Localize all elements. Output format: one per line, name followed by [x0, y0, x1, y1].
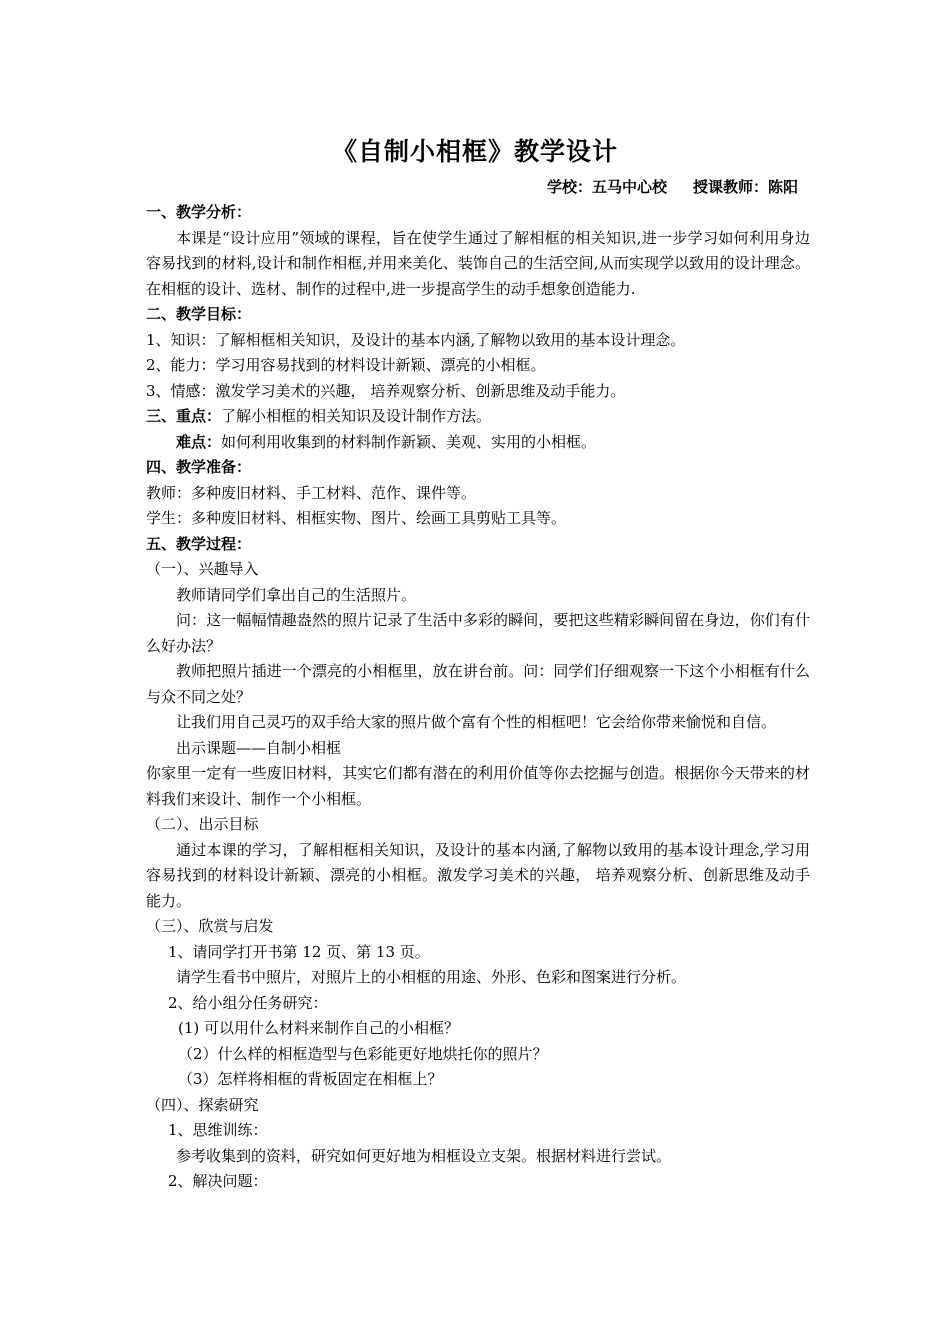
subsection-title: （三）、欣赏与启发 [146, 917, 274, 935]
list-item: 1、请同学打开书第 12 页、第 13 页。 [168, 942, 430, 961]
paragraph: 本课是“设计应用”领域的课程，旨在使学生通过了解相框的相关知识,进一步学习如何利用身边容易找到的材料,设计和制作相框,并用来美化、装饰自己的生活空间,从而实现学以致用的设计理念。在相框的设计、选材、制作的过程中,进一步提高学生的动手想象创造能力. [146, 228, 810, 298]
list-item: 1、思维训练： [168, 1121, 268, 1139]
subsection-title: （四）、探索研究 [146, 1095, 259, 1114]
paragraph: 教师请同学们拿出自己的生活照片。 [176, 585, 417, 604]
paragraph: 出示课题——自制小相框 [176, 738, 342, 757]
section-heading: 一、教学分析： [146, 203, 252, 221]
subsection-title: （一）、兴趣导入 [146, 560, 259, 578]
difficulty-text: 如何利用收集到的材料制作新颖、美观、实用的小相框。 [221, 432, 597, 451]
difficulty-line [146, 430, 810, 456]
paragraph: 问：这一幅幅情趣盎然的照片记录了生活中多彩的瞬间，要把这些精彩瞬间留在身边，你们有什么好办法？ [146, 611, 810, 655]
question-item: (1) 可以用什么材料来制作自己的小相框？ [178, 1019, 460, 1037]
section-heading: 四、教学准备： [146, 458, 252, 476]
paragraph: 参考收集到的资料，研究如何更好地为相框设立支架。根据材料进行尝试。 [176, 1146, 672, 1165]
paragraph: 你家里一定有一些废旧材料，其实它们都有潜在的利用价值等你去挖掘与创造。根据你今天带来的材料我们来设计、制作一个小相框。 [146, 764, 810, 808]
subsection-title: （二）、出示目标 [146, 815, 259, 833]
question-item: （3）怎样将相框的背板固定在相框上？ [178, 1070, 443, 1088]
paragraph: 让我们用自己灵巧的双手给大家的照片做个富有个性的相框吧！它会给你带来愉悦和自信。 [176, 713, 777, 731]
paragraph: 教师把照片插进一个漂亮的小相框里，放在讲台前。问：同学们仔细观察一下这个小相框有什么与众不同之处？ [146, 662, 810, 706]
question-item: （2）什么样的相框造型与色彩能更好地烘托你的照片？ [178, 1044, 548, 1063]
key-point-text: 了解小相框的相关知识及设计制作方法。 [221, 407, 492, 425]
key-point-line [146, 404, 810, 430]
difficulty-label: 难点： [176, 432, 222, 451]
teacher-label: 授课教师：陈阳 [692, 178, 798, 196]
list-item: 2、解决问题： [168, 1172, 268, 1190]
school-label: 学校：五马中心校 [546, 178, 667, 196]
list-item: 1、知识：了解相框相关知识，及设计的基本内涵,了解物以致用的基本设计理念。 [146, 330, 686, 349]
document-title: 《自制小相框》教学设计 [331, 137, 618, 166]
author-info [547, 176, 798, 197]
list-item: 2、给小组分任务研究： [168, 993, 328, 1012]
list-item: 2、能力：学习用容易找到的材料设计新颖、漂亮的小相框。 [146, 356, 546, 374]
section-heading: 三、重点： [146, 407, 222, 425]
paragraph: 请学生看书中照片，对照片上的小相框的用途、外形、色彩和图案进行分析。 [176, 968, 687, 986]
document-body [146, 200, 810, 1195]
paragraph: 通过本课的学习，了解相框相关知识，及设计的基本内涵,了解物以致用的基本设计理念,学习用容易找到的材料设计新颖、漂亮的小相框。激发学习美术的兴趣， 培养观察分析、创新思维及动手能力。 [146, 840, 810, 910]
section-heading: 五、教学过程： [146, 534, 252, 553]
list-item: 3、情感：激发学习美术的兴趣， 培养观察分析、创新思维及动手能力。 [146, 381, 626, 400]
section-heading: 二、教学目标： [146, 305, 252, 323]
student-prep: 学生：多种废旧材料、相框实物、图片、绘画工具剪贴工具等。 [146, 509, 567, 527]
teacher-prep: 教师：多种废旧材料、手工材料、范作、课件等。 [146, 483, 477, 502]
